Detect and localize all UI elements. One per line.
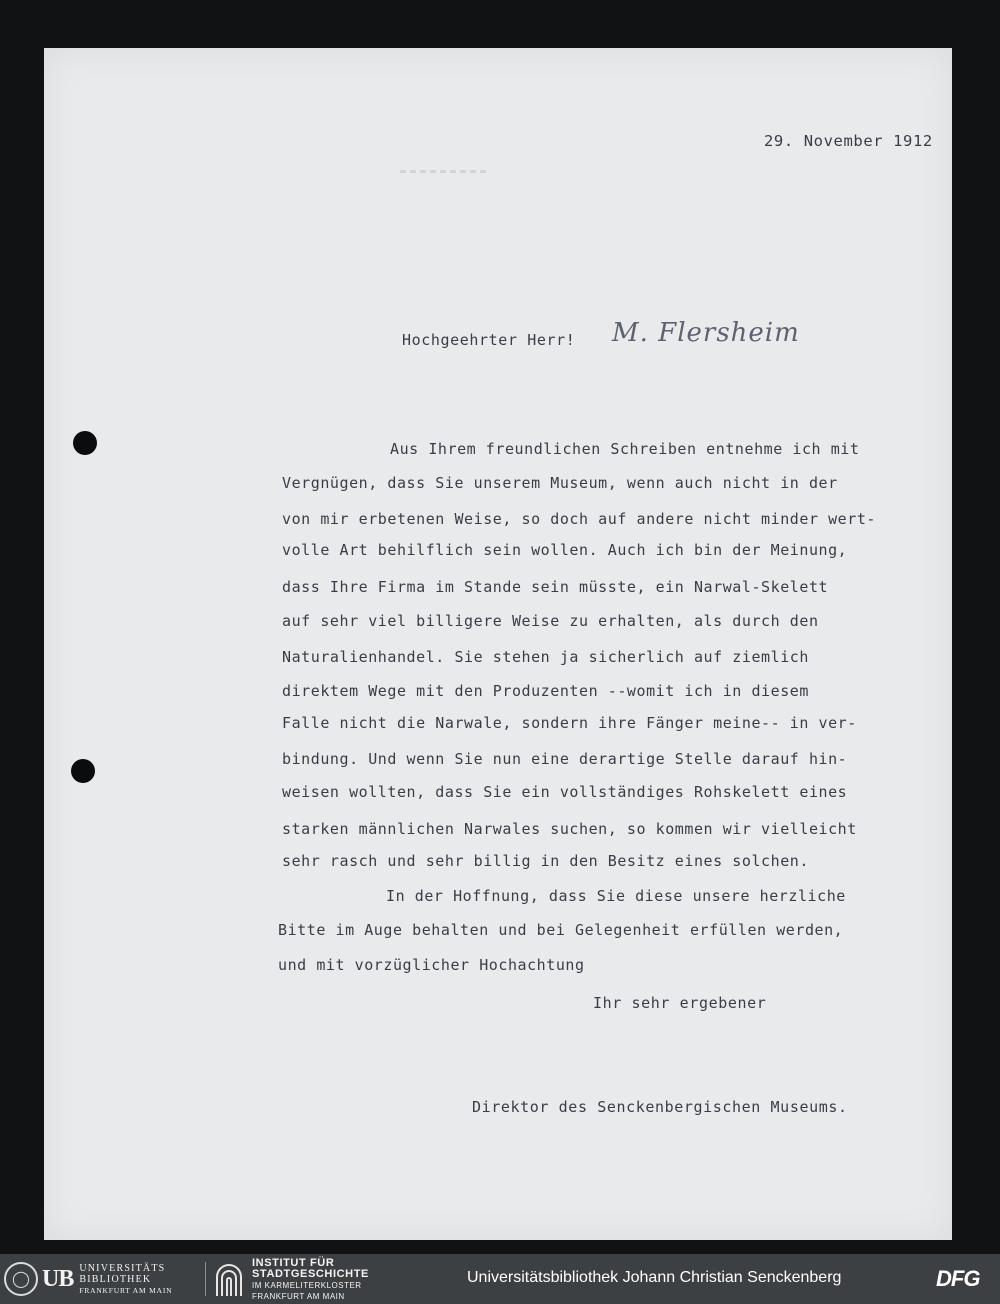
body-line: dass Ihre Firma im Stande sein müsste, ein Narwal-Skelett — [282, 578, 829, 596]
faint-smudge — [400, 170, 490, 173]
body-line: direktem Wege mit den Produzenten --womit ich in diesem — [282, 682, 809, 700]
closing: Ihr sehr ergebener — [593, 994, 767, 1012]
body-line: Falle nicht die Narwale, sondern ihre Fänger meine-- in ver- — [282, 714, 857, 732]
seal-icon: ◯ — [4, 1262, 38, 1296]
body-line: von mir erbetenen Weise, so doch auf andere nicht minder wert- — [282, 510, 877, 528]
salutation: Hochgeehrter Herr! — [402, 331, 576, 349]
body-line: In der Hoffnung, dass Sie diese unsere herzliche — [386, 887, 846, 905]
punch-hole — [73, 431, 97, 455]
body-line: Bitte im Auge behalten und bei Gelegenheit erfüllen werden, — [278, 921, 844, 939]
body-line: und mit vorzüglicher Hochachtung — [278, 956, 585, 974]
ub-logo-mark: UB — [42, 1265, 74, 1292]
body-line: Vergnügen, dass Sie unserem Museum, wenn auch nicht in der — [282, 474, 838, 492]
ub-logo-text — [79, 1263, 172, 1296]
body-line: bindung. Und wenn Sie nun eine derartige Stelle darauf hin- — [282, 750, 848, 768]
body-line: volle Art behilflich sein wollen. Auch ich bin der Meinung, — [282, 541, 848, 559]
arch-icon — [214, 1263, 244, 1297]
isg-logo-line: INSTITUT FÜR — [252, 1257, 335, 1269]
body-line: Naturalienhandel. Sie stehen ja sicherlich auf ziemlich — [282, 648, 809, 666]
footer-divider — [205, 1262, 206, 1296]
handwritten-addressee: M. Flersheim — [612, 318, 800, 348]
letter-date: 29. November 1912 — [764, 132, 933, 150]
isg-logo-text — [252, 1258, 369, 1302]
punch-hole — [71, 759, 95, 783]
ub-logo-line: UNIVERSITÄTS — [79, 1262, 166, 1274]
body-line: starken männlichen Narwales suchen, so kommen wir vielleicht — [282, 820, 857, 838]
body-line: auf sehr viel billigere Weise zu erhalten, als durch den — [282, 612, 819, 630]
dfg-logo[interactable]: DFG — [936, 1266, 980, 1291]
isg-logo-line: IM KARMELITERKLOSTER — [252, 1281, 362, 1290]
isg-logo-line: STADTGESCHICHTE — [252, 1268, 369, 1280]
body-line: weisen wollten, dass Sie ein vollständiges Rohskelett eines — [282, 783, 848, 801]
body-line: sehr rasch und sehr billig in den Besitz eines solchen. — [282, 852, 809, 870]
letter-sheet — [44, 48, 952, 1240]
isg-logo[interactable] — [214, 1257, 369, 1301]
library-name[interactable]: Universitätsbibliothek Johann Christian Senckenberg — [467, 1269, 842, 1286]
ub-logo-line: FRANKFURT AM MAIN — [79, 1285, 173, 1295]
ub-logo-line: BIBLIOTHEK — [79, 1273, 152, 1285]
signature-title: Direktor des Senckenbergischen Museums. — [472, 1098, 848, 1116]
isg-logo-line: FRANKFURT AM MAIN — [252, 1292, 345, 1301]
body-line: Aus Ihrem freundlichen Schreiben entnehme ich mit — [390, 440, 860, 458]
viewer-footer — [0, 1254, 1000, 1304]
ub-logo[interactable] — [4, 1260, 172, 1298]
